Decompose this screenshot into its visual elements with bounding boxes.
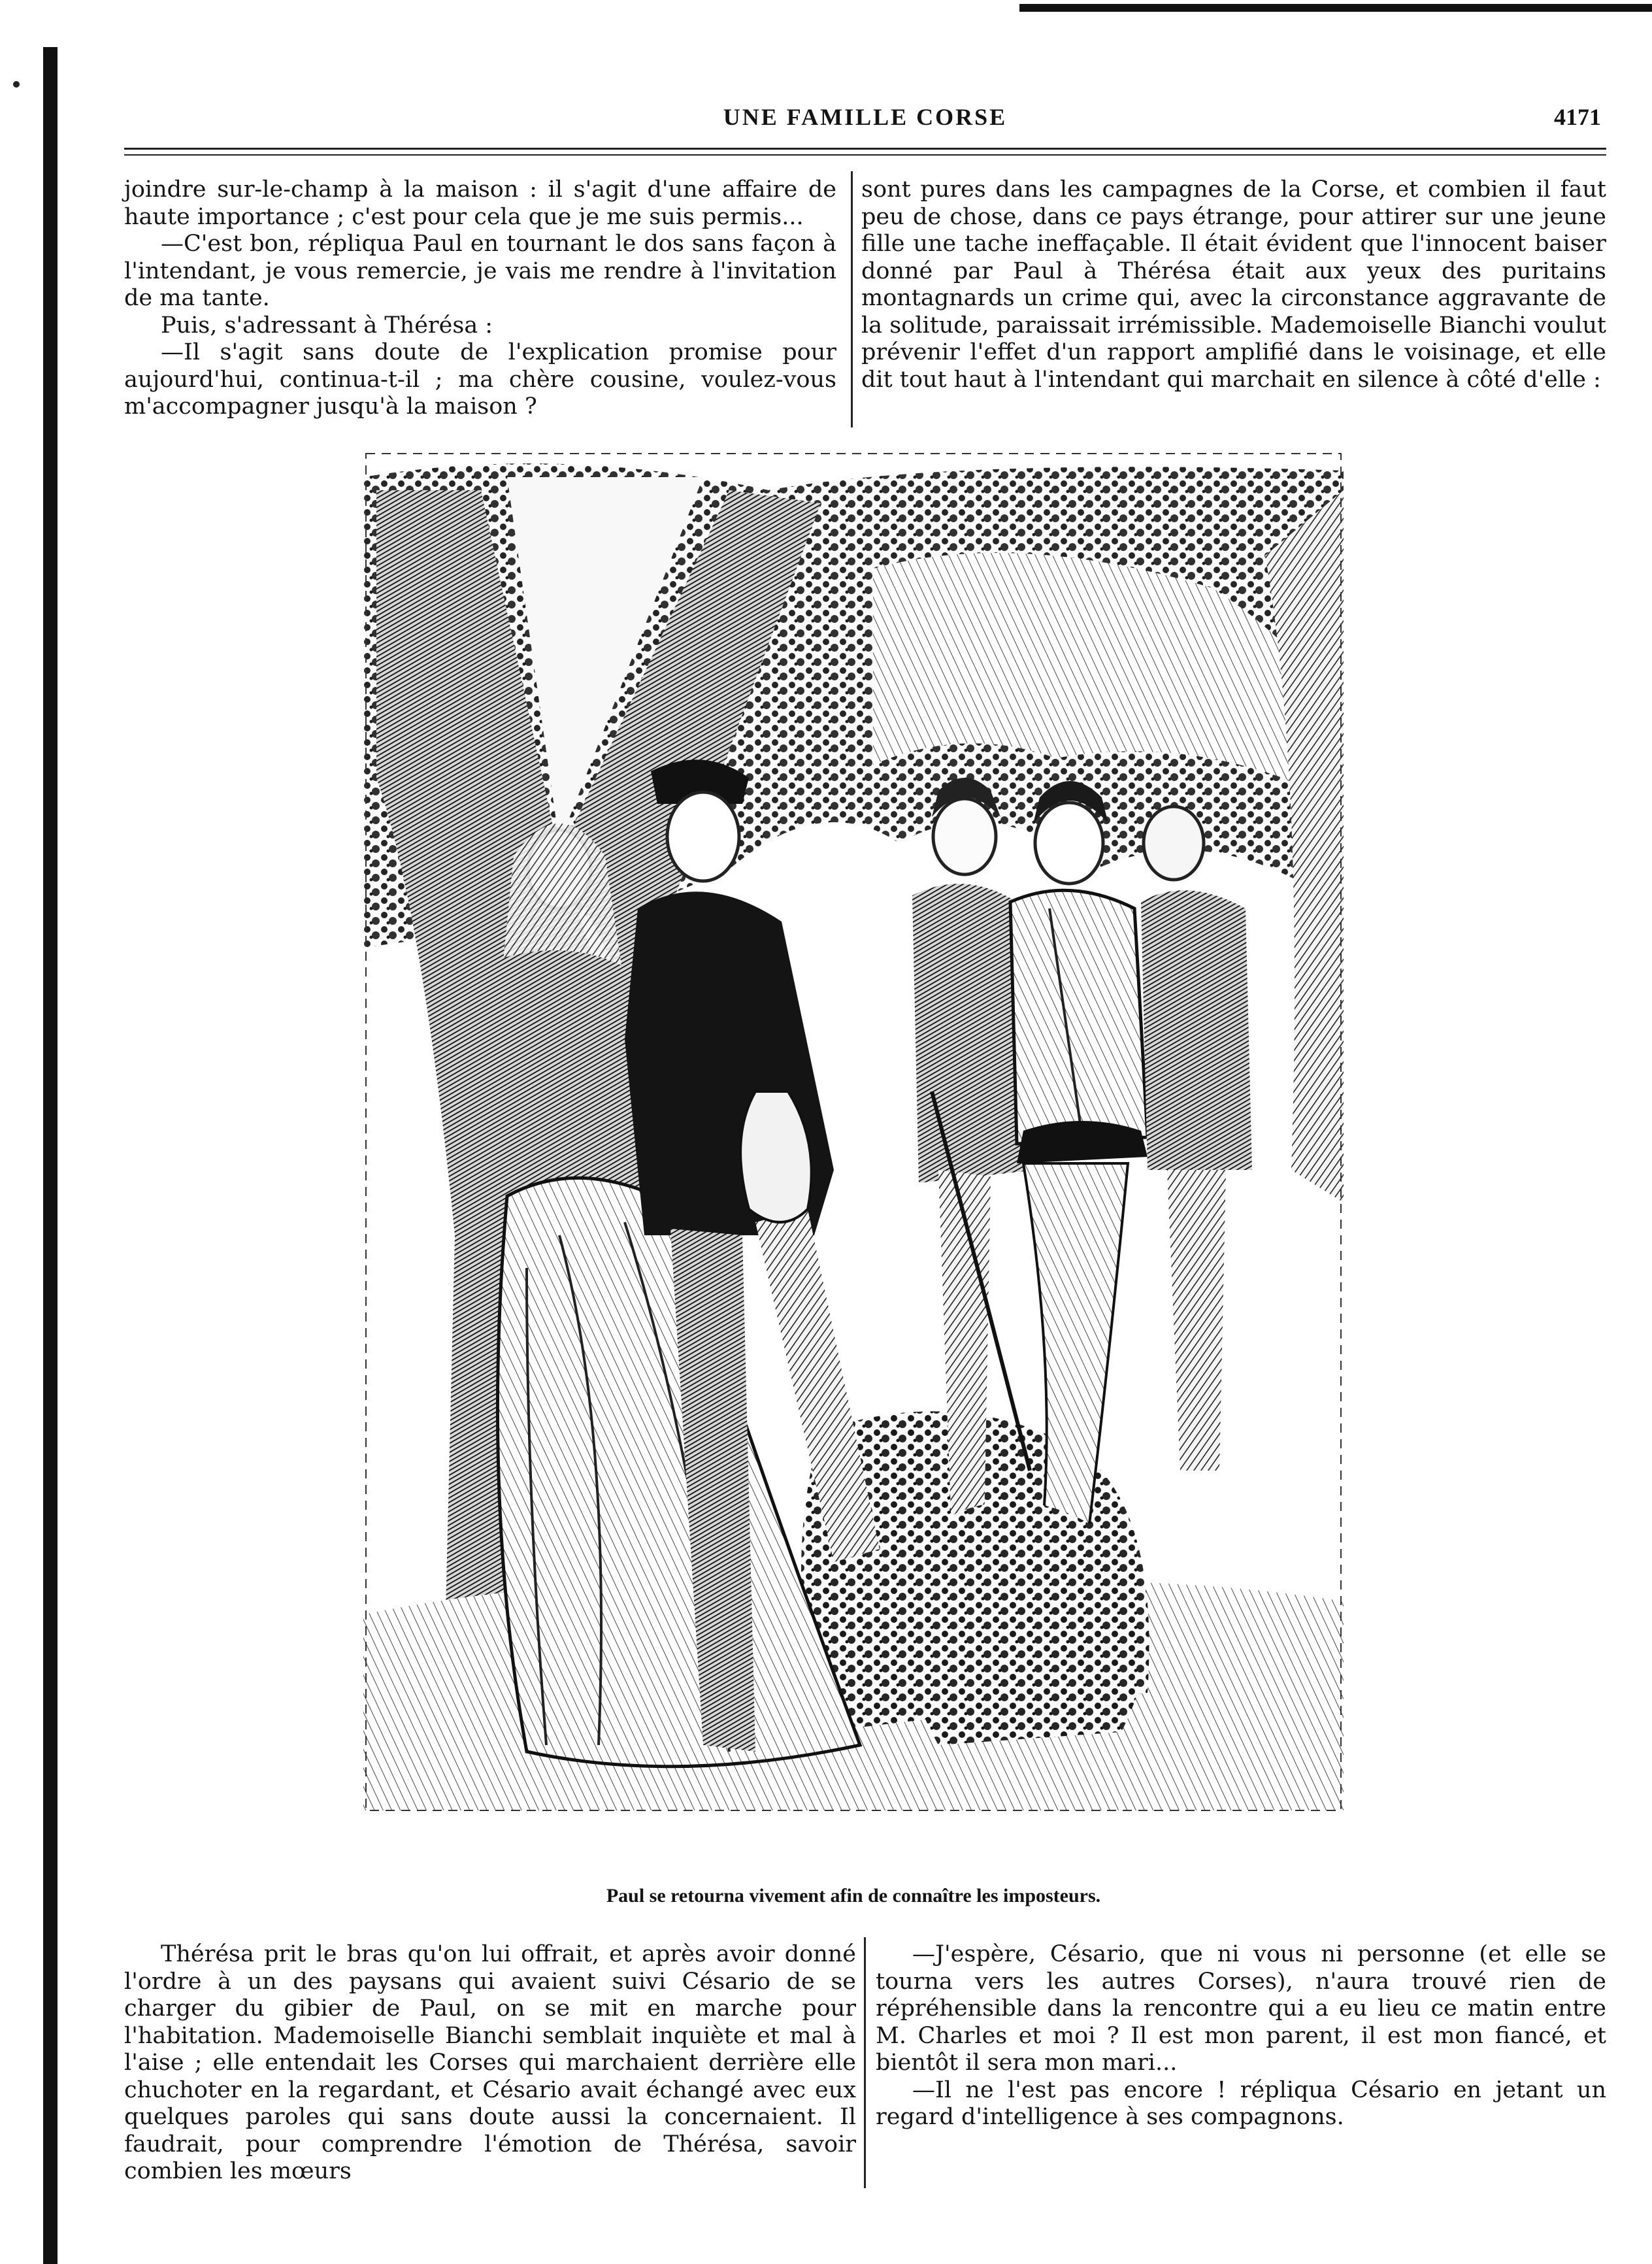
page-edge-rule <box>43 47 58 2264</box>
bottom-left-column <box>124 1941 856 2186</box>
column-separator <box>864 1937 866 2188</box>
paragraph: —Il s'agit sans doute de l'explication promise pour aujourd'hui, continua-t-il ; ma chère cousine, voulez-vous m'accompagner jusqu'à la maison ? <box>124 339 836 420</box>
top-edge-rule <box>1019 4 1652 12</box>
paragraph: Thérésa prit le bras qu'on lui offrait, et après avoir donné l'ordre à un des paysans qui avaient suivi Césario de se charger du gibier de Paul, on se mit en marche pour l'habitation. Mademoiselle Bianchi semblait inquiète et mal à l'aise ; elle entendait les Corses qui marchaient derrière elle chuchoter en la regardant, et Césario avait échangé avec eux quelques paroles qui sans doute aussi la concernaient. Il faudrait, pour comprendre l'émotion de Thérésa, savoir combien les mœurs <box>124 1941 856 2184</box>
paragraph: Puis, s'adressant à Thérésa : <box>161 312 493 339</box>
top-left-column <box>124 176 836 421</box>
bottom-right-column <box>876 1941 1606 2131</box>
page-number: 4171 <box>1554 104 1601 130</box>
paragraph: —Il ne l'est pas encore ! répliqua Césario en jetant un regard d'intelligence à ses compagnons. <box>876 2076 1606 2130</box>
running-title: UNE FAMILLE CORSE <box>723 104 1008 130</box>
illustration-caption: Paul se retourna vivement afin de connaître les imposteurs. <box>606 1885 1101 1906</box>
page-header <box>124 103 1606 142</box>
paragraph: —C'est bon, répliqua Paul en tournant le dos sans façon à l'intendant, je vous remercie, je vais me rendre à l'invitation de ma tante. <box>124 231 836 311</box>
top-right-column <box>861 176 1606 393</box>
paragraph: joindre sur-le-champ à la maison : il s'agit d'une affaire de haute importance ; c'est pour cela que je me suis permis... <box>124 176 836 230</box>
column-separator <box>851 171 853 427</box>
header-rule-bottom <box>124 154 1606 156</box>
paragraph: —J'espère, Césario, que ni vous ni personne (et elle se tourna vers les autres Corses), n'aura trouvé rien de répréhensible dans la rencontre qui a eu lieu ce matin entre M. Charles et moi ? Il est mon parent, il est mon fiancé, et bientôt il sera mon mari... <box>876 1941 1606 2076</box>
engraving-illustration <box>363 451 1344 1848</box>
paragraph: sont pures dans les campagnes de la Corse, et combien il faut peu de chose, dans ce pays étrange, pour attirer sur une jeune fille une tache ineffaçable. Il était évident que l'innocent baiser donné par Paul à Thérésa était aux yeux des puritains montagnards un crime qui, avec la circonstance aggravante de la solitude, paraissait irrémissible. Mademoiselle Bianchi voulut prévenir l'effet d'un rapport amplifié dans le voisinage, et elle dit tout haut à l'intendant qui marchait en silence à côté d'elle : <box>861 176 1606 393</box>
margin-dot <box>13 81 20 88</box>
header-rule-top <box>124 148 1606 150</box>
